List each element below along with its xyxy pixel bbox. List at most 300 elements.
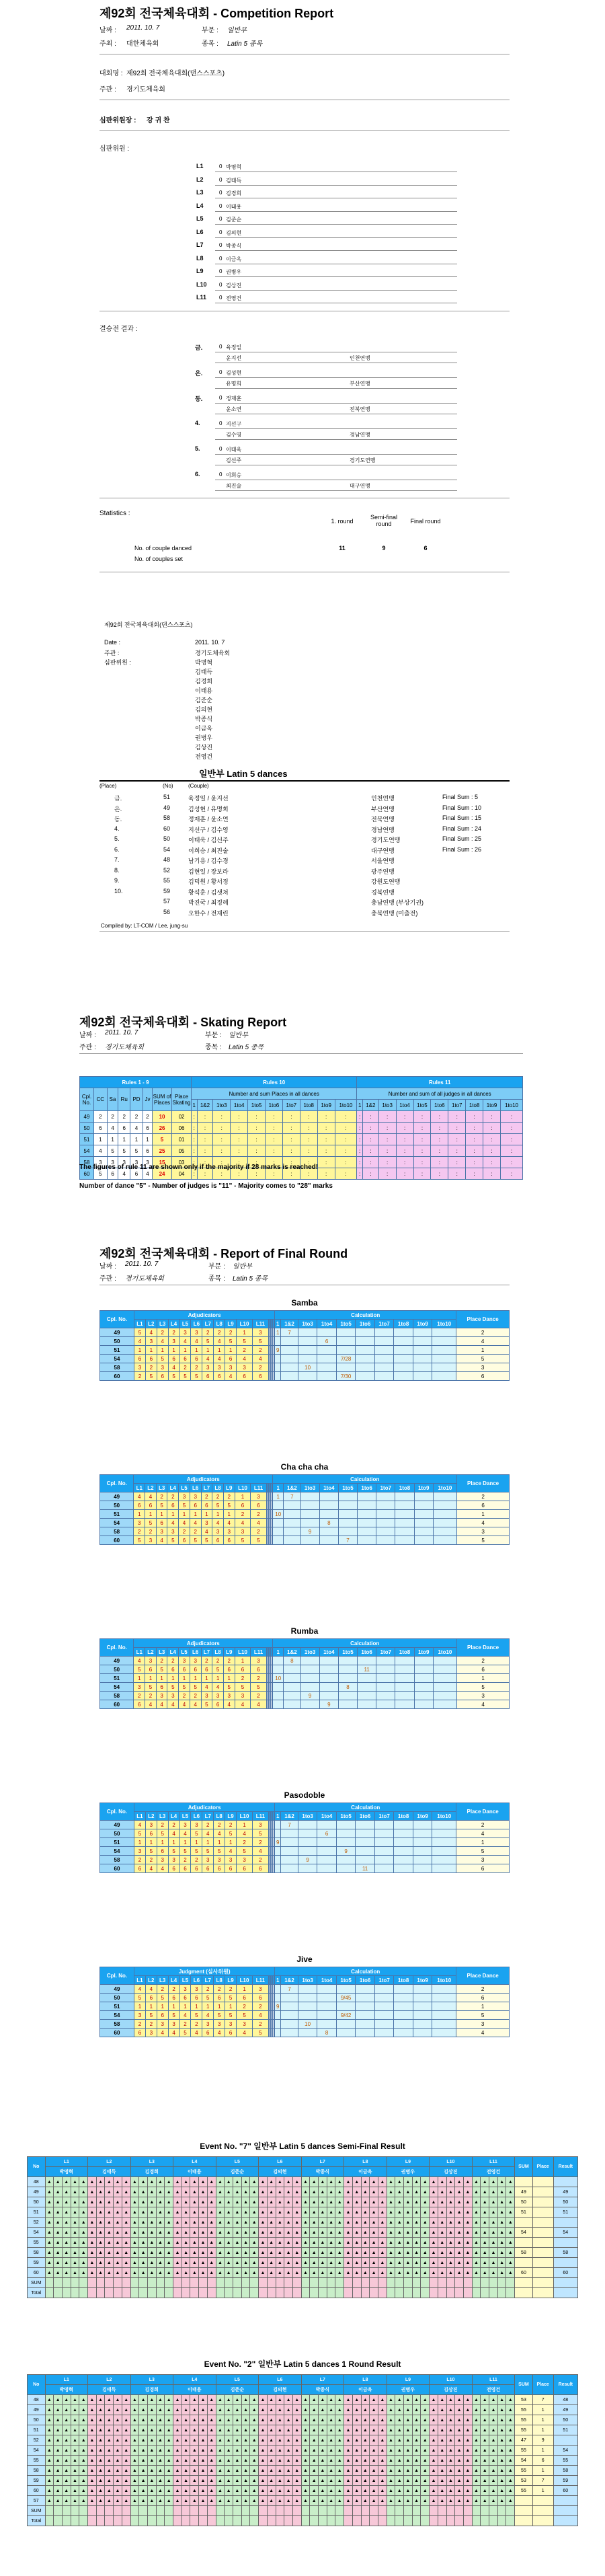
statistics-label: Statistics : xyxy=(99,510,130,517)
mark-cell: ▲ xyxy=(412,2466,421,2476)
cell-sa: 1 xyxy=(107,1134,118,1145)
calc-cell: 11 xyxy=(358,1665,376,1674)
mark-cell: ▲ xyxy=(455,2466,464,2476)
row-sum: Final Sum : 10 xyxy=(442,804,482,811)
mark-cell: ▲ xyxy=(105,2446,114,2456)
mark-cell: ▲ xyxy=(173,2405,182,2415)
calc-cell: 7/30 xyxy=(336,1372,356,1381)
calc-cell xyxy=(374,1346,394,1355)
stats-value: 6 xyxy=(424,545,428,552)
footer-cell xyxy=(233,2278,241,2288)
calc-cell xyxy=(376,1536,395,1545)
calc-col: 1&2 xyxy=(281,1976,298,1985)
mark-cell: ▲ xyxy=(455,2218,464,2228)
calc-col-header: 1&2 xyxy=(197,1100,213,1111)
footer-cell xyxy=(173,2506,182,2516)
calc-cell xyxy=(281,1856,298,1864)
mark: 5 xyxy=(202,1337,214,1346)
mark: 1 xyxy=(190,1510,201,1519)
mark: 2 xyxy=(179,1856,191,1864)
mark-cell: ▲ xyxy=(241,2446,250,2456)
mark-cell: ▲ xyxy=(130,2248,139,2258)
mark-cell: ▲ xyxy=(250,2268,259,2278)
mark-cell: ▲ xyxy=(378,2446,387,2456)
calc-cell xyxy=(374,1856,394,1864)
mark: 2 xyxy=(145,1363,157,1372)
mark: 4 xyxy=(190,1700,201,1709)
judge-name: 김의현 xyxy=(226,229,242,236)
mark-cell: ▲ xyxy=(446,2466,455,2476)
place-cell: 6 xyxy=(456,1864,510,1873)
row-sum: 51 xyxy=(515,2207,533,2218)
dance-row xyxy=(100,1700,510,1709)
mark-cell: ▲ xyxy=(54,2496,63,2506)
r10-cell: : xyxy=(300,1134,317,1145)
calc-col: 1to3 xyxy=(298,1320,317,1328)
dance-title: Cha cha cha xyxy=(280,1462,329,1472)
mark: 4 xyxy=(157,1864,168,1873)
footer-cell xyxy=(438,2506,446,2516)
footer-cell xyxy=(267,2516,276,2526)
mark-cell: ▲ xyxy=(319,2446,327,2456)
mark-cell: ▲ xyxy=(241,2395,250,2405)
mark-cell: ▲ xyxy=(352,2476,361,2486)
judge-code-header: L4 xyxy=(173,2157,216,2167)
footer-cell xyxy=(387,2278,395,2288)
mark-cell: ▲ xyxy=(182,2446,190,2456)
mark-cell: ▲ xyxy=(310,2446,319,2456)
mark: 5 xyxy=(251,1536,266,1545)
mark-cell: ▲ xyxy=(96,2466,105,2476)
mark: 6 xyxy=(202,1864,214,1873)
r10-cell: : xyxy=(192,1123,198,1134)
mark-cell: ▲ xyxy=(130,2177,139,2187)
mark-cell: ▲ xyxy=(165,2238,173,2248)
mark-cell: ▲ xyxy=(412,2238,421,2248)
mark: 2 xyxy=(212,1492,224,1501)
mark: 5 xyxy=(191,2011,202,2020)
result-medal: 금. xyxy=(195,344,203,351)
dance-row xyxy=(100,1527,510,1536)
mark-cell: ▲ xyxy=(130,2258,139,2268)
footer-cell xyxy=(199,2288,208,2298)
mark: 2 xyxy=(235,1674,251,1683)
mark-cell: ▲ xyxy=(446,2238,455,2248)
calc-cell xyxy=(433,1674,456,1683)
mark-cell: ▲ xyxy=(199,2446,208,2456)
mark-cell: ▲ xyxy=(233,2197,241,2207)
footer-cell xyxy=(463,2516,472,2526)
mark-cell: ▲ xyxy=(497,2466,506,2476)
mark: 2 xyxy=(202,1328,214,1337)
footer-cell xyxy=(105,2516,114,2526)
mark-cell: ▲ xyxy=(233,2405,241,2415)
result-medal: 6. xyxy=(195,471,200,478)
mark-cell: ▲ xyxy=(284,2446,293,2456)
mark-cell: ▲ xyxy=(156,2248,165,2258)
footer-cell xyxy=(515,2516,533,2526)
mark: 5 xyxy=(223,1501,235,1510)
footer-cell xyxy=(130,2278,139,2288)
summary-judge: 김의현 xyxy=(195,706,213,713)
mark-cell: ▲ xyxy=(45,2446,54,2456)
mark-cell: ▲ xyxy=(463,2466,472,2476)
mark: 3 xyxy=(237,1856,253,1864)
mark-cell: ▲ xyxy=(378,2177,387,2187)
mark-cell: ▲ xyxy=(472,2197,481,2207)
footer-cell xyxy=(79,2506,88,2516)
dance-row xyxy=(100,1519,510,1527)
r11-cell: : xyxy=(466,1123,483,1134)
mark-cell: ▲ xyxy=(404,2446,413,2456)
summary-judge: 김경희 xyxy=(195,678,213,685)
mark-cell: ▲ xyxy=(481,2405,489,2415)
mark-cell: ▲ xyxy=(96,2405,105,2415)
footer-cell xyxy=(378,2516,387,2526)
mark-cell: ▲ xyxy=(344,2228,353,2238)
grid-row xyxy=(28,2486,578,2496)
dance-row xyxy=(100,2002,510,2011)
mark-cell: ▲ xyxy=(430,2486,438,2496)
mark-cell: ▲ xyxy=(173,2476,182,2486)
mark-cell: ▲ xyxy=(421,2268,430,2278)
mark-cell: ▲ xyxy=(327,2486,335,2496)
stats-col-1: 1. round xyxy=(331,518,354,525)
mark-cell: ▲ xyxy=(481,2486,489,2496)
calc-cell xyxy=(298,1821,317,1829)
footer-cell xyxy=(481,2278,489,2288)
r10-cell: : xyxy=(282,1157,300,1168)
mark-cell: ▲ xyxy=(506,2248,515,2258)
mark-cell: ▲ xyxy=(267,2405,276,2415)
mark-cell: ▲ xyxy=(481,2248,489,2258)
mark-cell: ▲ xyxy=(506,2415,515,2425)
mark-cell: ▲ xyxy=(71,2187,79,2197)
mark-cell: ▲ xyxy=(344,2218,353,2228)
mark-cell: ▲ xyxy=(292,2218,301,2228)
mark-cell: ▲ xyxy=(233,2435,241,2446)
mark: 1 xyxy=(225,1838,237,1847)
mark-cell: ▲ xyxy=(122,2248,130,2258)
mark-cell: ▲ xyxy=(122,2486,130,2496)
mark-cell: ▲ xyxy=(327,2197,335,2207)
footer-cell xyxy=(404,2278,413,2288)
calc-col: 1to9 xyxy=(414,1648,433,1657)
mark-cell: ▲ xyxy=(241,2476,250,2486)
mark-cell: ▲ xyxy=(216,2435,225,2446)
row-place: 7 xyxy=(532,2395,553,2405)
mark-cell: ▲ xyxy=(267,2207,276,2218)
mark-cell: ▲ xyxy=(455,2238,464,2248)
mark-cell: ▲ xyxy=(335,2466,344,2476)
footer-cell xyxy=(352,2506,361,2516)
footer-cell xyxy=(463,2506,472,2516)
mark-cell: ▲ xyxy=(352,2218,361,2228)
mark-cell: ▲ xyxy=(139,2238,148,2248)
calc-cell xyxy=(413,1864,432,1873)
mark: 4 xyxy=(225,1372,237,1381)
judge-code: L5 xyxy=(196,215,204,222)
mark-cell: ▲ xyxy=(412,2486,421,2496)
place-cell: 6 xyxy=(456,1994,510,2002)
judge-name-header: 김의현 xyxy=(259,2167,302,2177)
footer-cell xyxy=(481,2506,489,2516)
calc-cell xyxy=(432,1829,456,1838)
footer-cell xyxy=(344,2506,353,2516)
mark-cell: ▲ xyxy=(378,2238,387,2248)
mark-cell: ▲ xyxy=(335,2456,344,2466)
mark-cell: ▲ xyxy=(173,2218,182,2228)
mark-cell: ▲ xyxy=(147,2435,156,2446)
mark-cell: ▲ xyxy=(430,2425,438,2435)
mark-cell: ▲ xyxy=(378,2496,387,2506)
mark: 1 xyxy=(190,1674,201,1683)
mark-cell: ▲ xyxy=(421,2238,430,2248)
footer-cell xyxy=(319,2288,327,2298)
mark-cell: ▲ xyxy=(114,2405,122,2415)
mark-cell: ▲ xyxy=(190,2228,199,2238)
mark-cell: ▲ xyxy=(216,2258,225,2268)
mark-cell: ▲ xyxy=(54,2476,63,2486)
mark: 6 xyxy=(225,1355,237,1363)
calc-col: 1 xyxy=(275,1320,281,1328)
footer-cell xyxy=(463,2278,472,2288)
mark: 5 xyxy=(235,1683,251,1692)
calc-cell xyxy=(275,1337,281,1346)
mark-cell: ▲ xyxy=(225,2268,233,2278)
footer-cell xyxy=(45,2516,54,2526)
row-sum: Final Sum : 24 xyxy=(442,825,482,832)
summary-judge: 김상진 xyxy=(195,744,213,751)
calc-col: 1to6 xyxy=(356,1320,375,1328)
mark: 3 xyxy=(253,1328,268,1337)
row-place xyxy=(532,2496,553,2506)
mark-cell: ▲ xyxy=(156,2258,165,2268)
organizer-label: 주관 : xyxy=(99,86,116,93)
mark: 2 xyxy=(168,1328,179,1337)
mark-cell: ▲ xyxy=(292,2435,301,2446)
calc-cell xyxy=(356,1847,375,1856)
mark-cell: ▲ xyxy=(370,2258,378,2268)
calc-cell xyxy=(317,1985,337,1994)
mark-cell: ▲ xyxy=(267,2466,276,2476)
mark-cell: ▲ xyxy=(327,2268,335,2278)
mark-cell: ▲ xyxy=(241,2228,250,2238)
footer-cell xyxy=(327,2278,335,2288)
mark-cell: ▲ xyxy=(344,2405,353,2415)
footer-cell xyxy=(71,2516,79,2526)
judge-code: L1 xyxy=(196,163,204,169)
mark: 3 xyxy=(168,2020,179,2029)
mark-cell: ▲ xyxy=(182,2207,190,2218)
row-sum: 50 xyxy=(515,2197,533,2207)
mark: 2 xyxy=(237,1346,253,1355)
mark-cell: ▲ xyxy=(370,2466,378,2476)
mark-cell: ▲ xyxy=(463,2218,472,2228)
r11-cell: : xyxy=(413,1168,431,1180)
mark-cell: ▲ xyxy=(130,2405,139,2415)
row-team: 대구연맹 xyxy=(371,847,395,854)
judge-code-header: L4 xyxy=(173,2375,216,2385)
judge-name-header: 이태용 xyxy=(173,2167,216,2177)
r11-cell: : xyxy=(431,1134,448,1145)
mark-cell: ▲ xyxy=(430,2187,438,2197)
mark-cell: ▲ xyxy=(105,2425,114,2435)
row-result xyxy=(553,2496,577,2506)
mark: 5 xyxy=(214,2011,225,2020)
result-partner: 유명희 xyxy=(226,381,242,387)
footer-cell xyxy=(455,2506,464,2516)
place-cell: 5 xyxy=(456,2011,510,2020)
row-no: 49 xyxy=(28,2405,46,2415)
footer-cell xyxy=(310,2288,319,2298)
mark-cell: ▲ xyxy=(387,2435,395,2446)
competition-value: 제92회 전국체육대회(댄스스포츠) xyxy=(126,70,225,77)
mark: 3 xyxy=(251,1657,266,1665)
judge-col: L1 xyxy=(134,1484,145,1492)
mark-cell: ▲ xyxy=(327,2456,335,2466)
judge-col: L2 xyxy=(145,1484,157,1492)
footer-cell xyxy=(489,2288,498,2298)
r10-cell: : xyxy=(282,1123,300,1134)
mark-cell: ▲ xyxy=(173,2238,182,2248)
summary-heading: 일반부 Latin 5 dances xyxy=(199,769,288,779)
r11-cell: : xyxy=(431,1157,448,1168)
mark-cell: ▲ xyxy=(216,2425,225,2435)
mark-cell: ▲ xyxy=(463,2446,472,2456)
r11-cell: : xyxy=(396,1111,413,1123)
mark: 3 xyxy=(237,1363,253,1372)
footer-cell xyxy=(497,2278,506,2288)
mark: 3 xyxy=(201,1519,212,1527)
mark: 2 xyxy=(214,1328,225,1337)
mark-cell: ▲ xyxy=(412,2446,421,2456)
mark-cell: ▲ xyxy=(114,2486,122,2496)
mark-cell: ▲ xyxy=(489,2248,498,2258)
calc-cell xyxy=(395,1674,414,1683)
mark-cell: ▲ xyxy=(122,2405,130,2415)
calc-cell xyxy=(275,2029,281,2037)
r10-cell: : xyxy=(317,1134,335,1145)
mark-cell: ▲ xyxy=(352,2197,361,2207)
judge-code-header: L9 xyxy=(387,2157,430,2167)
calc-cell xyxy=(317,2020,337,2029)
mark-cell: ▲ xyxy=(489,2476,498,2486)
mark-cell: ▲ xyxy=(370,2456,378,2466)
result-medal: 동. xyxy=(195,395,203,402)
mark-cell: ▲ xyxy=(225,2207,233,2218)
footer-cell xyxy=(190,2506,199,2516)
mark-cell: ▲ xyxy=(489,2197,498,2207)
footer-cell xyxy=(130,2516,139,2526)
calc-cell xyxy=(319,1492,338,1501)
mark-cell: ▲ xyxy=(156,2415,165,2425)
mark-cell: ▲ xyxy=(139,2435,148,2446)
mark: 3 xyxy=(191,1985,202,1994)
judge-name-header: 박명혁 xyxy=(45,2167,88,2177)
r11-cell: : xyxy=(378,1168,396,1180)
mark-cell: ▲ xyxy=(96,2456,105,2466)
mark-cell: ▲ xyxy=(250,2187,259,2197)
footer-cell xyxy=(216,2278,225,2288)
mark-cell: ▲ xyxy=(301,2425,310,2435)
mark-cell: ▲ xyxy=(404,2496,413,2506)
mark-cell: ▲ xyxy=(387,2486,395,2496)
mark-cell: ▲ xyxy=(225,2476,233,2486)
mark-cell: ▲ xyxy=(335,2218,344,2228)
calc-cell xyxy=(273,1683,284,1692)
mark-cell: ▲ xyxy=(430,2456,438,2466)
judge-name-header: 이태용 xyxy=(173,2385,216,2395)
mark-cell: ▲ xyxy=(165,2446,173,2456)
mark-cell: ▲ xyxy=(335,2446,344,2456)
mark-cell: ▲ xyxy=(88,2446,97,2456)
mark-cell: ▲ xyxy=(62,2456,71,2466)
judge-col: L5 xyxy=(179,1484,190,1492)
rules-1-9-header: Rules 1 - 9 xyxy=(80,1077,192,1088)
cpl-no: 54 xyxy=(100,1519,134,1527)
cpl-no: 54 xyxy=(100,1847,134,1856)
summary-judges-label: 심판위원 : xyxy=(104,659,131,666)
summary-judge: 이태용 xyxy=(195,687,213,694)
mark-cell: ▲ xyxy=(404,2177,413,2187)
footer-cell xyxy=(165,2516,173,2526)
grid-row xyxy=(28,2197,578,2207)
summary-judge: 김태득 xyxy=(195,669,213,675)
mark-cell: ▲ xyxy=(421,2197,430,2207)
mark-cell: ▲ xyxy=(96,2476,105,2486)
mark-cell: ▲ xyxy=(88,2425,97,2435)
cell-ru: 6 xyxy=(118,1123,130,1134)
footer-cell xyxy=(225,2278,233,2288)
result-partner: 윤지선 xyxy=(226,355,242,361)
mark-cell: ▲ xyxy=(241,2268,250,2278)
calc-cell xyxy=(284,1536,300,1545)
mark-cell: ▲ xyxy=(147,2218,156,2228)
calc-cell xyxy=(336,1363,356,1372)
grid-row xyxy=(28,2207,578,2218)
row-place xyxy=(532,2177,553,2187)
mark-cell: ▲ xyxy=(481,2268,489,2278)
judge-col: L3 xyxy=(156,1648,167,1657)
calc-cell xyxy=(317,1346,337,1355)
calc-cell xyxy=(394,1994,413,2002)
calc-cell xyxy=(395,1519,414,1527)
mark-cell: ▲ xyxy=(387,2238,395,2248)
mark: 5 xyxy=(201,1536,212,1545)
calc-cell xyxy=(300,1536,319,1545)
row-sum xyxy=(515,2258,533,2268)
mark-cell: ▲ xyxy=(497,2268,506,2278)
mark: 2 xyxy=(253,2002,268,2011)
r11-cell: : xyxy=(431,1111,448,1123)
mark-cell: ▲ xyxy=(199,2415,208,2425)
footer-cell xyxy=(54,2506,63,2516)
calc-cell xyxy=(275,1847,281,1856)
footer-cell xyxy=(122,2288,130,2298)
mark-cell: ▲ xyxy=(481,2395,489,2405)
mark-cell: ▲ xyxy=(207,2395,216,2405)
mark-cell: ▲ xyxy=(114,2258,122,2268)
mark-cell: ▲ xyxy=(216,2466,225,2476)
mark-cell: ▲ xyxy=(284,2218,293,2228)
calc-cell xyxy=(413,2011,432,2020)
mark-cell: ▲ xyxy=(182,2476,190,2486)
cell-jv: 6 xyxy=(143,1145,152,1157)
mark-cell: ▲ xyxy=(301,2228,310,2238)
mark-cell: ▲ xyxy=(207,2466,216,2476)
mark-cell: ▲ xyxy=(165,2197,173,2207)
